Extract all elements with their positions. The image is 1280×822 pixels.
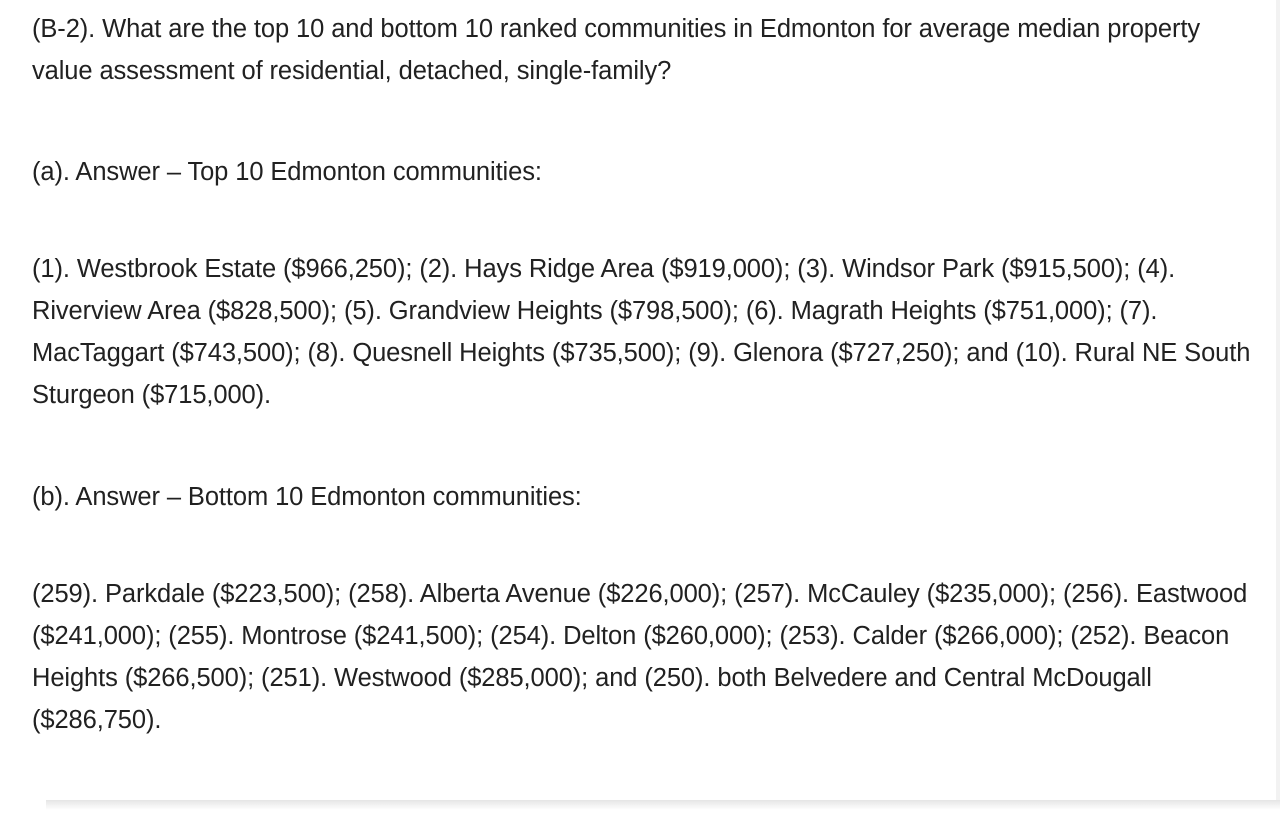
question-text: (B-2). What are the top 10 and bottom 10 ranked communities in Edmonton for average median property value assessment of residential, detached, single-family? (32, 15, 1200, 85)
page-edge-shadow (46, 800, 1280, 810)
page-bottom-edge (0, 800, 1280, 822)
answer-b-label: (b). Answer – Bottom 10 Edmonton communities: (32, 483, 582, 511)
document-content (32, 0, 1258, 741)
spacer (32, 193, 1258, 248)
spacer (32, 416, 1258, 476)
spacer (32, 518, 1258, 573)
answer-a-label: (a). Answer – Top 10 Edmonton communities: (32, 158, 542, 186)
answer-b-text: (259). Parkdale ($223,500); (258). Alberta Avenue ($226,000); (257). McCauley ($235,000); (256). Eastwood ($241,000); (255). Montrose ($241,500); (254). Delton ($260,000); (253). Calder ($266,000); (252). Beacon Heights ($266,500); (251). Westwood ($285,000); and (250). both Belvedere and Central McDougall ($286,750). (32, 580, 1248, 734)
spacer (32, 92, 1258, 151)
answer-a-text: (1). Westbrook Estate ($966,250); (2). Hays Ridge Area ($919,000); (3). Windsor Park ($915,500); (4). Riverview Area ($828,500); (5). Grandview Heights ($798,500); (6). Magrath Heights ($751,000); (7). MacTaggart ($743,500); (8). Quesnell Heights ($735,500); (9). Glenora ($727,250); and (10). Rural NE South Sturgeon ($715,000). (32, 255, 1251, 409)
page-edge-gap (0, 800, 46, 822)
page-right-edge (1276, 0, 1280, 822)
